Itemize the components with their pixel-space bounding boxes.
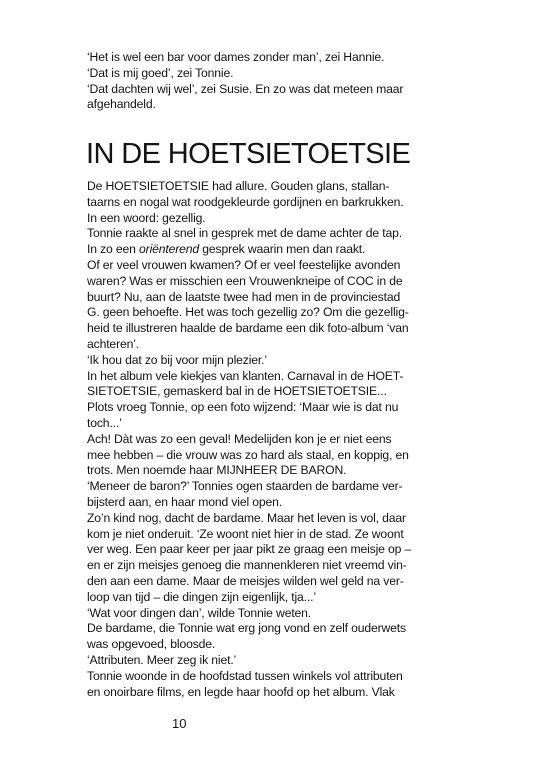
- text-line: trots. Men noemde haar MIJNHEER DE BARON.: [87, 463, 347, 478]
- text-line: ‘Dat dachten wij wel’, zei Susie. En zo was dat meteen maar: [87, 81, 404, 96]
- text-line: den aan een dame. Maar de meisjes wilden wel geld na ver-: [87, 573, 404, 588]
- text-line: mee hebben – die vrouw was zo hard als staal, en koppig, en: [87, 447, 409, 462]
- text-line: en er zijn meisjes genoeg die mannenkleren niet vreemd vin-: [87, 558, 407, 573]
- text-line: De HOETSIETOETSIE had allure. Gouden glans, stallan-: [87, 179, 390, 193]
- text-line: Of er veel vrouwen kwamen? Of er veel feestelijke avonden: [87, 257, 401, 272]
- text-line: ver weg. Een paar keer per jaar pikt ze graag een meisje op –: [87, 542, 412, 557]
- text-line: In een woord: gezellig.: [87, 210, 206, 225]
- text-segment: gesprek waarin men dan raakt.: [199, 242, 366, 257]
- text-line: ‘Het is wel een bar voor dames zonder man’, zei Hannie.: [87, 50, 385, 64]
- text-line: kom je niet onderuit. ‘Ze woont niet hier in de stad. Ze woont: [87, 526, 404, 541]
- text-line: Ach! Dàt was zo een geval! Medelijden kon je er niet eens: [87, 431, 392, 446]
- text-line: SIETOETSIE, gemaskerd bal in de HOETSIETOETSIE...: [87, 384, 387, 399]
- text-line: In het album vele kiekjes van klanten. Carnaval in de HOET-: [87, 368, 404, 383]
- intro-dialogue: [87, 50, 487, 113]
- text-line: G. geen behoefte. Het was toch gezellig zo? Om die gezellig-: [87, 305, 409, 320]
- text-line: taarns en nogal wat roodgekleurde gordijnen en barkrukken.: [87, 194, 404, 209]
- text-line: en onoirbare films, en legde haar hoofd op het album. Vlak: [87, 684, 395, 699]
- text-segment: In zo een: [87, 242, 140, 257]
- text-line: ‘Dat is mij goed’, zei Tonnie.: [87, 65, 234, 80]
- text-line: buurt? Nu, aan de laatste twee had men in de provinciestad: [87, 289, 401, 304]
- text-line: Tonnie raakte al snel in gesprek met de dame achter de tap.: [87, 226, 402, 241]
- text-line: [87, 242, 487, 258]
- text-line: ‘Attributen. Meer zeg ik niet.’: [87, 652, 237, 667]
- italic-word: oriënterend: [139, 242, 200, 257]
- text-line: was opgevoed, bloosde.: [87, 637, 216, 652]
- text-line: achteren’.: [87, 336, 140, 351]
- text-line: heid te illustreren haalde de bardame een dik foto-album ‘van: [87, 321, 409, 336]
- text-line: Plots vroeg Tonnie, op een foto wijzend: ‘Maar wie is dat nu: [87, 400, 399, 415]
- page-number: 10: [172, 716, 187, 731]
- text-line: ‘Wat voor dingen dan’, wilde Tonnie weten.: [87, 605, 312, 620]
- text-line: Tonnie woonde in de hoofdstad tussen winkels vol attributen: [87, 668, 403, 683]
- text-line: De bardame, die Tonnie wat erg jong vond en zelf ouderwets: [87, 621, 406, 636]
- chapter-heading: IN DE HOETSIETOETSIE: [86, 138, 411, 170]
- text-line: Zo’n kind nog, dacht de bardame. Maar het leven is vol, daar: [87, 510, 406, 525]
- chapter-body: [87, 179, 487, 700]
- text-line: bijsterd aan, en haar mond viel open.: [87, 494, 282, 509]
- text-line: loop van tijd – die dingen zijn eigenlijk, tja...’: [87, 589, 316, 604]
- text-line: ‘Ik hou dat zo bij voor mijn plezier.’: [87, 352, 267, 367]
- text-line: afgehandeld.: [87, 97, 156, 112]
- text-line: ‘Meneer de baron?’ Tonnies ogen staarden de bardame ver-: [87, 479, 403, 494]
- text-line: waren? Was er misschien een Vrouwenkneipe of COC in de: [87, 273, 403, 288]
- text-line: toch...’: [87, 415, 122, 430]
